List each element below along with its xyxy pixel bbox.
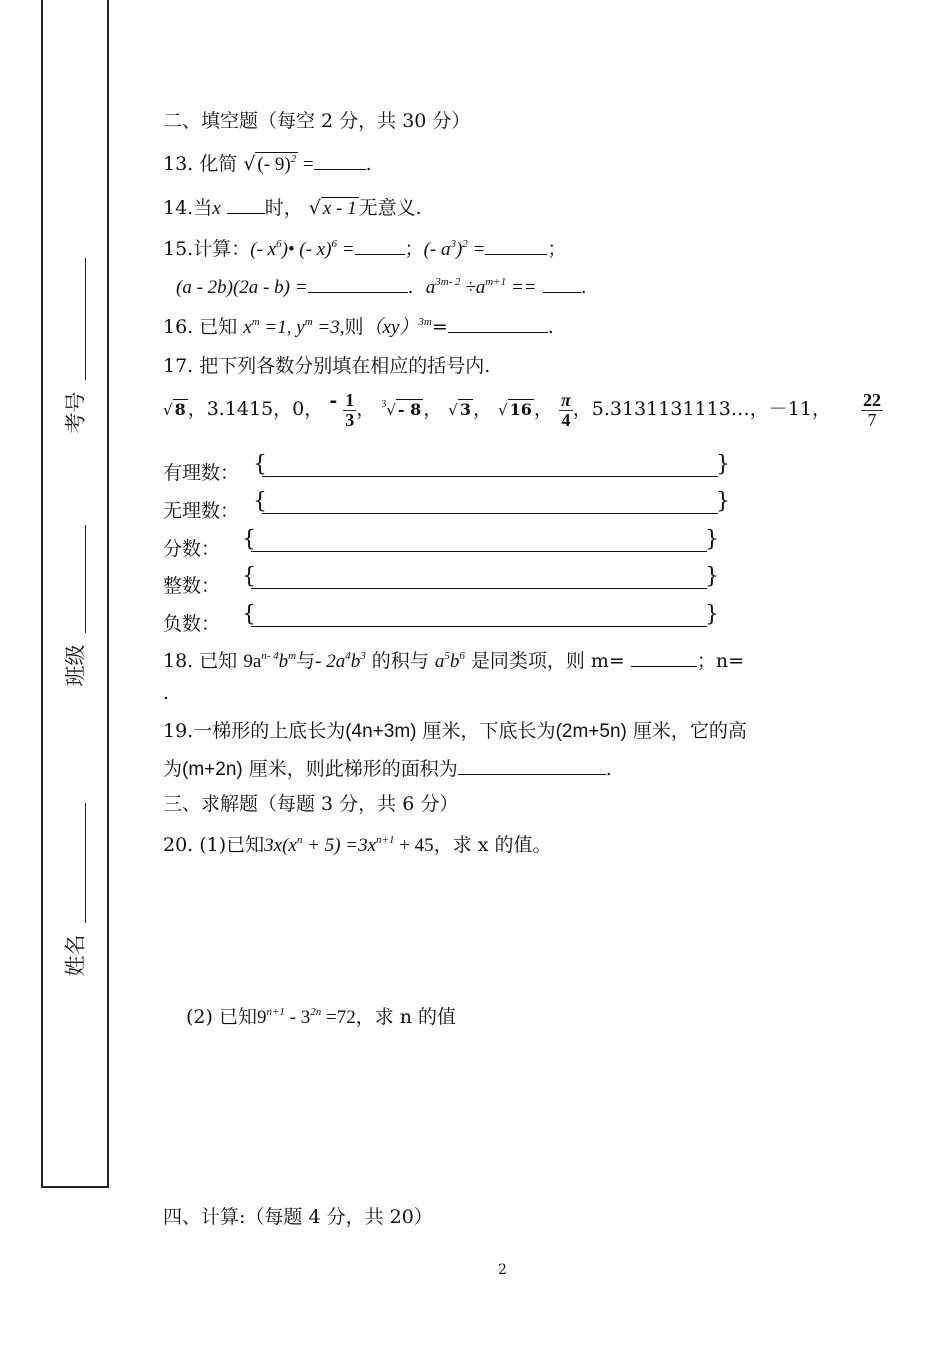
q18-dot: . <box>163 682 170 704</box>
cbrt-index: 3 <box>381 399 387 410</box>
q15-eq1: = <box>336 239 355 260</box>
xingming-label: 姓名 <box>63 934 88 977</box>
q13-end: . <box>365 153 372 175</box>
q13-expr: (- 9) <box>257 154 291 175</box>
cat-integer-label: 整数： <box>163 575 221 597</box>
cat-integer-rbrace: } <box>705 564 719 589</box>
question-17: 17. 把下列各数分别填在相应的括号内. <box>163 355 491 377</box>
question-19-line2 <box>163 758 612 782</box>
q18-e: a <box>434 651 445 672</box>
num-sqrt3: 3 <box>459 400 471 419</box>
q18-mid: 的积与 <box>371 650 429 672</box>
cat-negative-lbrace: { <box>242 602 256 627</box>
comma-2: ， <box>423 398 443 420</box>
frac1-num: 1 <box>345 389 355 410</box>
q15-prefix: 15.计算： <box>163 238 251 260</box>
q16-mid2: =3, <box>312 317 345 338</box>
q19-expr2: (2m+5n) <box>555 721 627 742</box>
q16-eq: = <box>431 316 448 338</box>
q20-expr-b: + 5) =3x <box>302 835 377 856</box>
question-14: 14.当x 时， √ x - 1 无意义. <box>163 197 422 219</box>
section4-heading: 四、计算:（每题 4 分，共 20） <box>163 1206 433 1228</box>
q15-a-exp: 6 <box>276 238 282 250</box>
q19-end: . <box>605 758 612 780</box>
cat-rational-blank[interactable] <box>262 476 718 477</box>
q20-expr-b-exp: n+1 <box>376 834 395 846</box>
question-15-line2 <box>176 276 587 300</box>
q19-line2-b: 厘米，则此梯形的面积为 <box>248 758 458 780</box>
q13-blank[interactable] <box>314 153 366 170</box>
cat-integer-lbrace: { <box>242 564 256 589</box>
kaohao-line <box>85 258 86 380</box>
q15-end1: ； <box>547 238 567 260</box>
q18-blank-m[interactable] <box>631 650 697 667</box>
q14-var: x <box>212 198 221 219</box>
q18-b-exp: m <box>288 650 297 662</box>
cat-rational-rbrace: } <box>716 452 730 477</box>
q20-2-b-exp: 2n <box>310 1006 322 1018</box>
q15-sep: ； <box>404 238 424 260</box>
banji-label: 班级 <box>63 644 88 687</box>
cat-integer-blank[interactable] <box>251 588 707 589</box>
q20-2-suffix: ，求 n 的值 <box>355 1006 457 1028</box>
q18-d-exp: 3 <box>360 650 366 662</box>
q18-d: b <box>350 651 361 672</box>
q16-exp3: 3m <box>418 316 432 328</box>
num-list-a: ，3.1415，0， <box>187 398 324 420</box>
cat-rational-label: 有理数： <box>163 462 240 484</box>
q14-radicand: x - 1 <box>322 198 357 219</box>
kaohao-label: 考号 <box>63 391 88 434</box>
frac2-den: 7 <box>867 409 877 430</box>
q16-x: x <box>243 317 252 338</box>
q15-line2-a: (a - 2b)(2a - b) = <box>176 277 308 298</box>
q18-a-exp: n- 4 <box>261 650 279 662</box>
comma-4: ， <box>533 398 553 420</box>
q18-b: b <box>278 651 289 672</box>
q19-line1-b: 厘米，下底长为 <box>422 720 556 742</box>
q16-end: . <box>547 316 554 338</box>
q16-xy: （xy） <box>363 317 419 338</box>
q14-prefix: 14.当 <box>163 197 213 219</box>
cat-fraction-label: 分数： <box>163 538 221 560</box>
q16-prefix: 16. 已知 <box>163 316 238 338</box>
q15-eq2: = <box>467 239 486 260</box>
frac-pi-num: π <box>560 389 571 410</box>
q18-f: b <box>449 651 460 672</box>
cat-fraction-lbrace: { <box>242 527 256 552</box>
q20-2-a: 9 <box>256 1007 267 1028</box>
q15-c-exp: 3 <box>450 238 456 250</box>
xingming-line <box>85 803 86 923</box>
q19-expr1: (4n+3m) <box>345 721 417 742</box>
q20-2-c: =72 <box>321 1007 356 1028</box>
q20-expr-a-exp: n <box>296 834 303 846</box>
question-16 <box>163 316 554 340</box>
q16-exp2: m <box>304 316 313 328</box>
num-sqrt8: 8 <box>174 400 186 419</box>
frac1-den: 3 <box>345 409 355 430</box>
cat-negative-blank[interactable] <box>251 626 707 627</box>
q15-c: (- a <box>423 239 451 260</box>
q20-prefix: 20. (1)已知 <box>163 834 265 856</box>
comma-1: ， <box>356 398 376 420</box>
cat-irrational-lbrace: { <box>253 489 267 514</box>
section2-heading: 二、填空题（每空 2 分，共 30 分） <box>163 110 471 132</box>
cat-irrational-label: 无理数： <box>163 500 240 522</box>
q18-c: - 2a <box>315 651 346 672</box>
q15-line2-eq: == <box>506 277 537 298</box>
cat-negative-label: 负数： <box>163 613 221 635</box>
q13-exp: 2 <box>290 153 297 165</box>
q20-2-prefix: (2) 已知 <box>186 1006 257 1028</box>
q15-d-exp: 2 <box>462 238 468 250</box>
q15-line2-c-exp: m+1 <box>485 276 507 288</box>
q13-eq: = <box>298 154 314 175</box>
cat-irrational-rbrace: } <box>716 489 730 514</box>
q15-b-exp: 6 <box>331 238 337 250</box>
q20-2-b: - 3 <box>284 1007 311 1028</box>
q15-line2-b: a <box>425 277 436 298</box>
cat-fraction-rbrace: } <box>705 527 719 552</box>
q15-line2-dot: . <box>407 276 414 298</box>
q13-prefix: 13. 化简 <box>163 153 238 175</box>
q15-blank4[interactable] <box>543 276 581 293</box>
num-sqrt16: 16 <box>509 400 532 419</box>
question-15-line1 <box>163 238 566 262</box>
q15-blank3[interactable] <box>308 276 408 293</box>
section3-heading: 三、求解题（每题 3 分，共 6 分） <box>163 793 459 815</box>
q18-e-exp: 5 <box>444 650 450 662</box>
cat-fraction-blank[interactable] <box>251 551 707 552</box>
frac2-num: 22 <box>863 389 882 410</box>
num-frac-22-7 <box>861 391 883 430</box>
q15-d: ) <box>455 239 463 260</box>
comma-3: ， <box>473 398 493 420</box>
q16-ze: 则 <box>344 316 364 338</box>
q16-exp1: m <box>251 316 260 328</box>
cat-negative-rbrace: } <box>705 602 719 627</box>
q20-expr-c: + 45 <box>394 835 434 856</box>
q20-suffix: ，求 x 的值。 <box>433 834 552 856</box>
q14-blank[interactable] <box>227 197 265 214</box>
q19-blank[interactable] <box>458 758 606 775</box>
q16-mid: =1, y <box>259 317 305 338</box>
question-20-1 <box>163 834 551 858</box>
q20-expr-a: 3x(x <box>264 835 297 856</box>
q19-expr3: (m+2n) <box>182 759 243 780</box>
q20-2-a-exp: n+1 <box>266 1006 285 1018</box>
q18-a-base: 9a <box>243 651 262 672</box>
num-list-b: ，5.3131131113…，－11， <box>572 398 831 420</box>
question-18 <box>163 650 744 674</box>
frac-pi-den: 4 <box>561 409 571 430</box>
q15-a: (- x <box>250 239 277 260</box>
num-frac-1-3 <box>343 391 356 430</box>
banji-line <box>85 525 86 633</box>
q18-mid2: 是同类项，则 m= <box>470 650 625 672</box>
question-19-line1 <box>163 720 747 744</box>
q18-c-exp: 4 <box>345 650 351 662</box>
q15-line2-b-exp: 3m- 2 <box>435 276 461 288</box>
q15-b: )• (- x) <box>281 239 332 260</box>
cat-rational-lbrace: { <box>253 452 267 477</box>
q19-line2-a: 为 <box>163 758 183 780</box>
q18-a <box>243 651 261 672</box>
q15-line2-c: ÷a <box>460 277 486 298</box>
q15-blank2[interactable] <box>485 238 547 255</box>
q14-end: 无意义. <box>358 197 422 219</box>
binding-margin-box <box>41 0 109 1188</box>
question-20-2 <box>186 1006 456 1030</box>
q14-mid: 时， <box>264 197 303 219</box>
q17-number-list: √ 8 ，3.1415，0， - $\frac{1}{3}$ ， $^3$√ - 8 ， √ 3 ， √ 16 ， $\frac{\pi}{4}$ ，5.3131131113…，－11， $\frac{22}{7}$ <box>163 389 882 430</box>
q15-line2-end: . <box>580 276 587 298</box>
q15-blank1[interactable] <box>355 238 405 255</box>
q19-line1-a: 19.一梯形的上底长为 <box>163 720 346 742</box>
q18-f-exp: 6 <box>459 650 465 662</box>
q18-yu: 与 <box>296 650 316 672</box>
q16-blank[interactable] <box>448 316 548 333</box>
q18-prefix: 18. 已知 <box>163 650 238 672</box>
num-frac-pi-4 <box>559 391 573 430</box>
question-13: 13. 化简 √ (- 9)$^2$ = . <box>163 153 372 175</box>
num-frac1-sign: - <box>329 390 338 412</box>
num-cbrt-neg8: - 8 <box>397 400 422 419</box>
q18-n: ；n= <box>696 650 745 672</box>
q19-line1-c: 厘米，它的高 <box>632 720 747 742</box>
page-number: 2 <box>498 1262 507 1278</box>
cat-irrational-blank[interactable] <box>262 513 718 514</box>
